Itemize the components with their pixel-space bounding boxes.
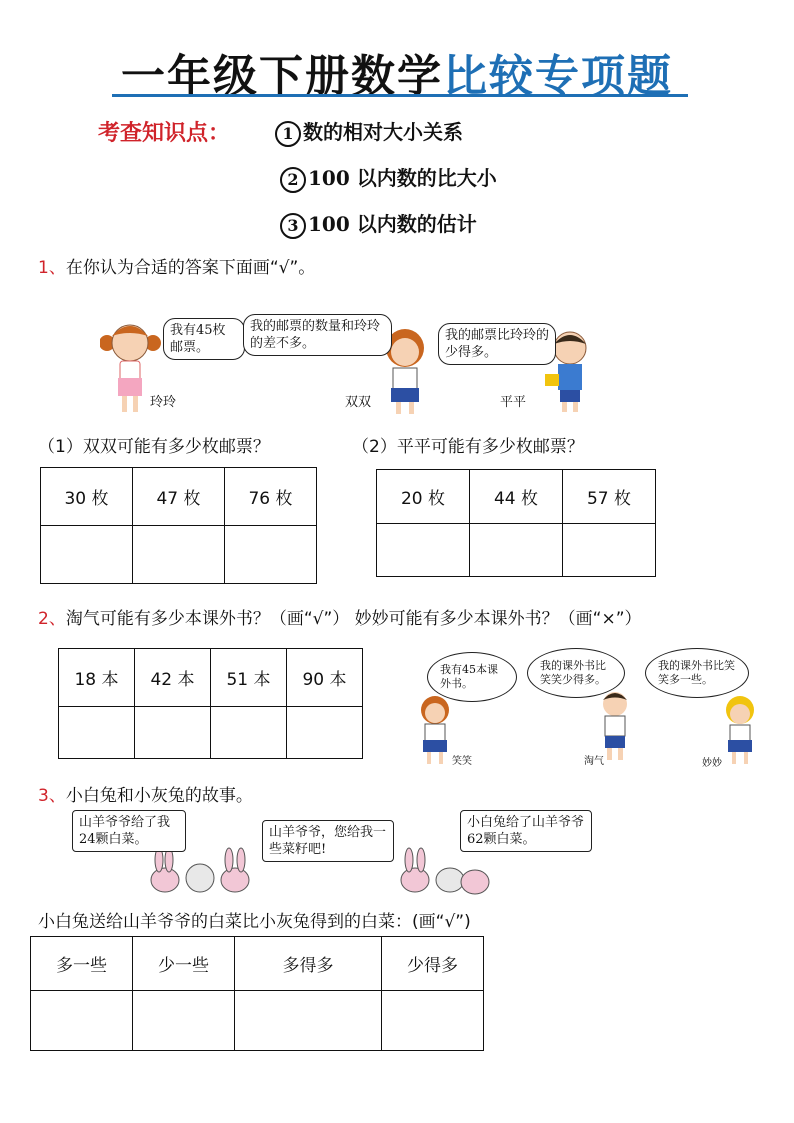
rabbits-group-left-figure bbox=[151, 848, 249, 892]
speech-bubble-lingling: 我有45枚邮票。 bbox=[163, 318, 245, 360]
girl-xiaoxiao-figure bbox=[421, 696, 449, 764]
q2-answer-table bbox=[58, 648, 363, 759]
speech-bubble-rabbit-asks: 山羊爷爷，您给我一些菜籽吧! bbox=[262, 820, 394, 862]
answer-cell[interactable] bbox=[59, 707, 135, 759]
name-shuangshuang: 双双 bbox=[345, 395, 372, 410]
knowledge-item-2 bbox=[280, 162, 497, 193]
circled-number: 2 bbox=[280, 167, 306, 193]
option-cell: 多一些 bbox=[31, 937, 133, 991]
option-cell: 30 枚 bbox=[41, 468, 133, 526]
option-cell: 51 本 bbox=[211, 649, 287, 707]
speech-bubble-pingping: 我的邮票比玲玲的少得多。 bbox=[438, 323, 556, 365]
q2-prompt bbox=[38, 604, 642, 629]
name-xiaoxiao: 笑笑 bbox=[452, 756, 472, 767]
q3-number: 3、 bbox=[38, 786, 66, 806]
knowledge-item-1 bbox=[275, 116, 463, 147]
q3-sub-question: 小白兔送给山羊爷爷的白菜比小灰兔得到的白菜：(画“√”) bbox=[38, 912, 471, 932]
circled-number: 1 bbox=[275, 121, 301, 147]
answer-cell[interactable] bbox=[287, 707, 363, 759]
option-cell: 18 本 bbox=[59, 649, 135, 707]
circled-number: 3 bbox=[280, 213, 306, 239]
answer-cell[interactable] bbox=[133, 991, 235, 1051]
option-cell: 多得多 bbox=[235, 937, 382, 991]
option-cell: 20 枚 bbox=[377, 470, 470, 524]
name-miaomiao: 妙妙 bbox=[702, 758, 722, 769]
answer-cell[interactable] bbox=[470, 524, 563, 577]
q3-text: 小白兔和小灰兔的故事。 bbox=[65, 786, 253, 806]
knowledge-item-text: 100 以内数的比大小 bbox=[308, 166, 497, 190]
knowledge-item-text: 100 以内数的估计 bbox=[308, 212, 477, 236]
answer-cell[interactable] bbox=[563, 524, 656, 577]
option-cell: 44 枚 bbox=[470, 470, 563, 524]
name-pingping: 平平 bbox=[500, 395, 527, 410]
option-cell: 57 枚 bbox=[563, 470, 656, 524]
answer-cell[interactable] bbox=[235, 991, 382, 1051]
q1-sub1-label: （1）双双可能有多少枚邮票？ bbox=[38, 437, 270, 457]
answer-cell[interactable] bbox=[31, 991, 133, 1051]
q3-answer-table bbox=[30, 936, 484, 1051]
q3-prompt bbox=[38, 781, 253, 806]
boy-taoqi-figure bbox=[603, 692, 627, 760]
thought-bubble-taoqi: 我的课外书比笑笑少得多。 bbox=[527, 648, 625, 698]
q2-text: 淘气可能有多少本课外书？（画“√”） 妙妙可能有多少本课外书？（画“×”） bbox=[65, 609, 642, 629]
speech-bubble-grey-rabbit: 山羊爷爷给了我24颗白菜。 bbox=[72, 810, 186, 852]
title-underline bbox=[112, 94, 688, 97]
knowledge-label: 考查知识点： bbox=[98, 120, 231, 146]
rabbits-group-right-figure bbox=[401, 848, 489, 894]
q1-text: 在你认为合适的答案下面画“√”。 bbox=[65, 258, 316, 278]
q2-number: 2、 bbox=[38, 609, 66, 629]
answer-cell[interactable] bbox=[382, 991, 484, 1051]
girl-miaomiao-figure bbox=[726, 696, 754, 764]
answer-cell[interactable] bbox=[225, 526, 317, 584]
thought-bubble-miaomiao: 我的课外书比笑笑多一些。 bbox=[645, 648, 749, 698]
answer-cell[interactable] bbox=[135, 707, 211, 759]
name-taoqi: 淘气 bbox=[584, 756, 604, 767]
q1-sub2-answer-table bbox=[376, 469, 656, 577]
q1-prompt bbox=[38, 253, 315, 278]
q1-number: 1、 bbox=[38, 258, 66, 278]
name-lingling: 玲玲 bbox=[150, 395, 177, 410]
option-cell: 少得多 bbox=[382, 937, 484, 991]
answer-cell[interactable] bbox=[133, 526, 225, 584]
speech-bubble-shuangshuang: 我的邮票的数量和玲玲的差不多。 bbox=[243, 314, 392, 356]
option-cell: 90 本 bbox=[287, 649, 363, 707]
thought-bubble-xiaoxiao: 我有45本课外书。 bbox=[427, 652, 517, 702]
answer-cell[interactable] bbox=[211, 707, 287, 759]
knowledge-item-3 bbox=[280, 208, 477, 239]
answer-cell[interactable] bbox=[41, 526, 133, 584]
speech-bubble-white-rabbit: 小白兔给了山羊爷爷62颗白菜。 bbox=[460, 810, 592, 852]
q1-sub2-label: （2）平平可能有多少枚邮票？ bbox=[352, 437, 584, 457]
option-cell: 47 枚 bbox=[133, 468, 225, 526]
knowledge-item-text: 数的相对大小关系 bbox=[303, 120, 463, 144]
option-cell: 76 枚 bbox=[225, 468, 317, 526]
answer-cell[interactable] bbox=[377, 524, 470, 577]
title-part2: 比较专项题 bbox=[443, 51, 673, 102]
title-part1: 一年级下册数学 bbox=[121, 51, 443, 102]
q1-sub1-answer-table bbox=[40, 467, 317, 584]
option-cell: 42 本 bbox=[135, 649, 211, 707]
option-cell: 少一些 bbox=[133, 937, 235, 991]
